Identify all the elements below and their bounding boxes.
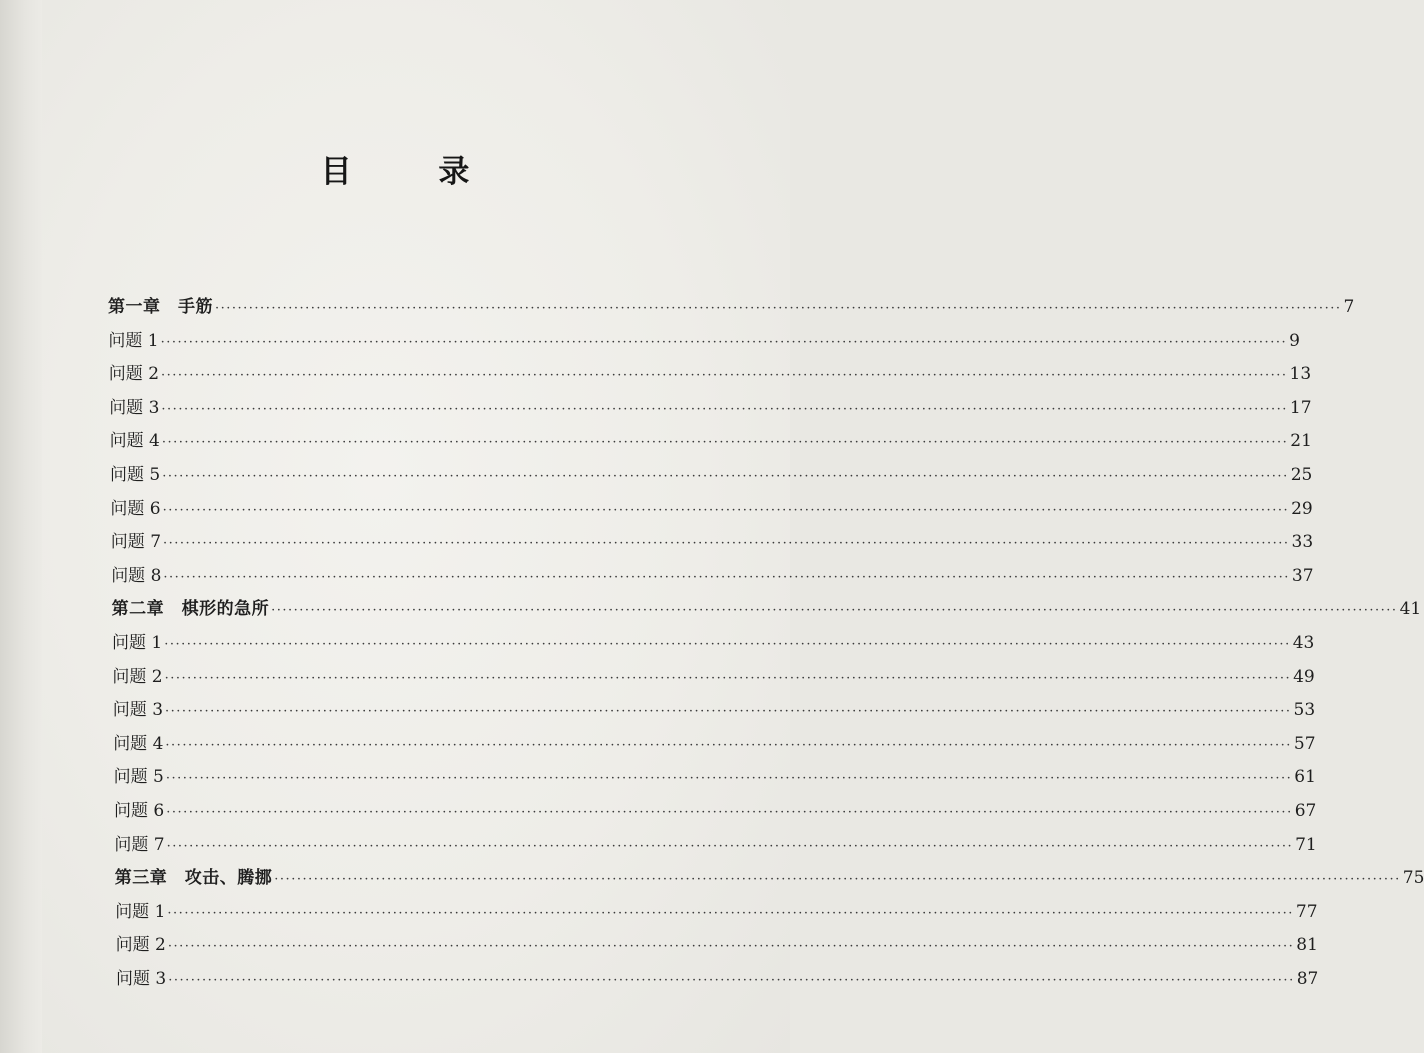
toc-item-entry: [108, 359, 1312, 385]
dot-leader: ········································································································································································································: [165, 771, 1293, 787]
toc-item-entry: [114, 830, 1317, 855]
toc-entry-page-number: 43: [1292, 633, 1315, 653]
toc-chapter-entry: [114, 863, 1424, 889]
toc-entry-label: 第一章 手筋: [108, 297, 213, 317]
toc-item-entry: [113, 729, 1316, 754]
toc-entry-label: 问题 6: [110, 498, 161, 519]
toc-item-entry: [108, 326, 1300, 351]
dot-leader: ········································································································································································································: [165, 704, 1292, 720]
toc-entry-page-number: 75: [1402, 868, 1424, 889]
toc-item-entry: [112, 695, 1316, 721]
toc-entry-page-number: 29: [1291, 498, 1313, 519]
toc-chapter-entry: [111, 594, 1422, 620]
dot-leader: ········································································································································································································: [163, 536, 1290, 552]
toc-chapter-entry: [108, 292, 1355, 317]
toc-entry-label: 问题 1: [115, 901, 166, 922]
toc-item-entry: [109, 426, 1312, 452]
toc-item-entry: [115, 897, 1318, 922]
dot-leader: ········································································································································································································: [160, 334, 1288, 350]
toc-entry-label: 问题 7: [110, 532, 162, 553]
toc-item-entry: [112, 628, 1315, 653]
dot-leader: ········································································································································································································: [167, 905, 1294, 921]
toc-item-entry: [111, 561, 1314, 586]
dot-leader: ········································································································································································································: [166, 805, 1293, 820]
dot-leader: ········································································································································································································: [162, 469, 1289, 484]
toc-entry-page-number: 57: [1293, 733, 1316, 754]
toc-entry-page-number: 9: [1289, 330, 1300, 351]
toc-item-entry: [113, 762, 1316, 788]
toc-entry-label: 问题 3: [109, 397, 160, 418]
toc-entry-page-number: 87: [1296, 969, 1319, 989]
toc-entry-label: 第三章 攻击、腾挪: [114, 868, 273, 889]
toc-entry-label: 问题 5: [110, 465, 161, 485]
page-title: 目 录: [320, 154, 508, 190]
toc-entry-label: 问题 5: [113, 767, 164, 788]
dot-leader: ········································································································································································································: [215, 301, 1342, 316]
toc-item-entry: [114, 796, 1317, 821]
toc-entry-label: 问题 3: [116, 969, 167, 989]
dot-leader: ········································································································································································································: [271, 603, 1398, 619]
toc-entry-page-number: 13: [1289, 364, 1312, 385]
dot-leader: ········································································································································································································: [161, 368, 1288, 384]
dot-leader: ········································································································································································································: [161, 435, 1289, 451]
toc-entry-label: 第二章 棋形的急所: [111, 599, 270, 620]
toc-item-entry: [110, 460, 1313, 485]
toc-entry-page-number: 71: [1295, 834, 1317, 855]
toc-entry-page-number: 7: [1343, 297, 1355, 317]
toc-entry-page-number: 61: [1294, 767, 1316, 788]
toc-entry-page-number: 77: [1295, 901, 1318, 922]
toc-entry-page-number: 33: [1291, 532, 1314, 553]
toc-item-entry: [116, 964, 1319, 989]
dot-leader: ········································································································································································································: [163, 569, 1290, 585]
toc-item-entry: [109, 393, 1312, 418]
toc-entry-label: 问题 2: [108, 364, 160, 385]
dot-leader: ········································································································································································································: [274, 872, 1401, 888]
dot-leader: ········································································································································································································: [161, 401, 1288, 417]
dot-leader: ········································································································································································································: [165, 737, 1292, 753]
toc-entry-label: 问题 4: [109, 431, 160, 452]
dot-leader: ········································································································································································································: [168, 973, 1295, 988]
toc-entry-page-number: 17: [1289, 397, 1312, 418]
toc-entry-label: 问题 7: [114, 834, 165, 855]
toc-entry-page-number: 21: [1290, 431, 1312, 452]
toc-entry-page-number: 67: [1294, 801, 1317, 821]
dot-leader: ········································································································································································································: [164, 670, 1292, 686]
toc-entry-page-number: 81: [1296, 935, 1318, 956]
toc-entry-label: 问题 1: [112, 633, 163, 653]
toc-entry-page-number: 41: [1399, 599, 1422, 620]
toc-item-entry: [110, 527, 1314, 553]
toc-entry-label: 问题 1: [108, 330, 159, 351]
toc-entry-label: 问题 4: [113, 733, 164, 754]
dot-leader: ········································································································································································································: [167, 939, 1295, 955]
toc-item-entry: [110, 494, 1313, 519]
toc-entry-page-number: 53: [1293, 700, 1316, 721]
toc-item-entry: [115, 930, 1318, 956]
toc-entry-label: 问题 2: [115, 935, 166, 956]
toc-entry-label: 问题 3: [112, 700, 164, 721]
dot-leader: ········································································································································································································: [164, 637, 1291, 652]
toc-entry-page-number: 49: [1293, 666, 1315, 687]
dot-leader: ········································································································································································································: [162, 502, 1290, 518]
toc-item-entry: [112, 662, 1315, 687]
toc-entry-label: 问题 8: [111, 565, 162, 586]
toc-entry-page-number: 37: [1291, 565, 1314, 586]
toc-entry-label: 问题 6: [114, 801, 165, 821]
toc-entry-page-number: 25: [1290, 465, 1313, 485]
toc-entry-label: 问题 2: [112, 666, 163, 687]
dot-leader: ········································································································································································································: [166, 838, 1294, 854]
